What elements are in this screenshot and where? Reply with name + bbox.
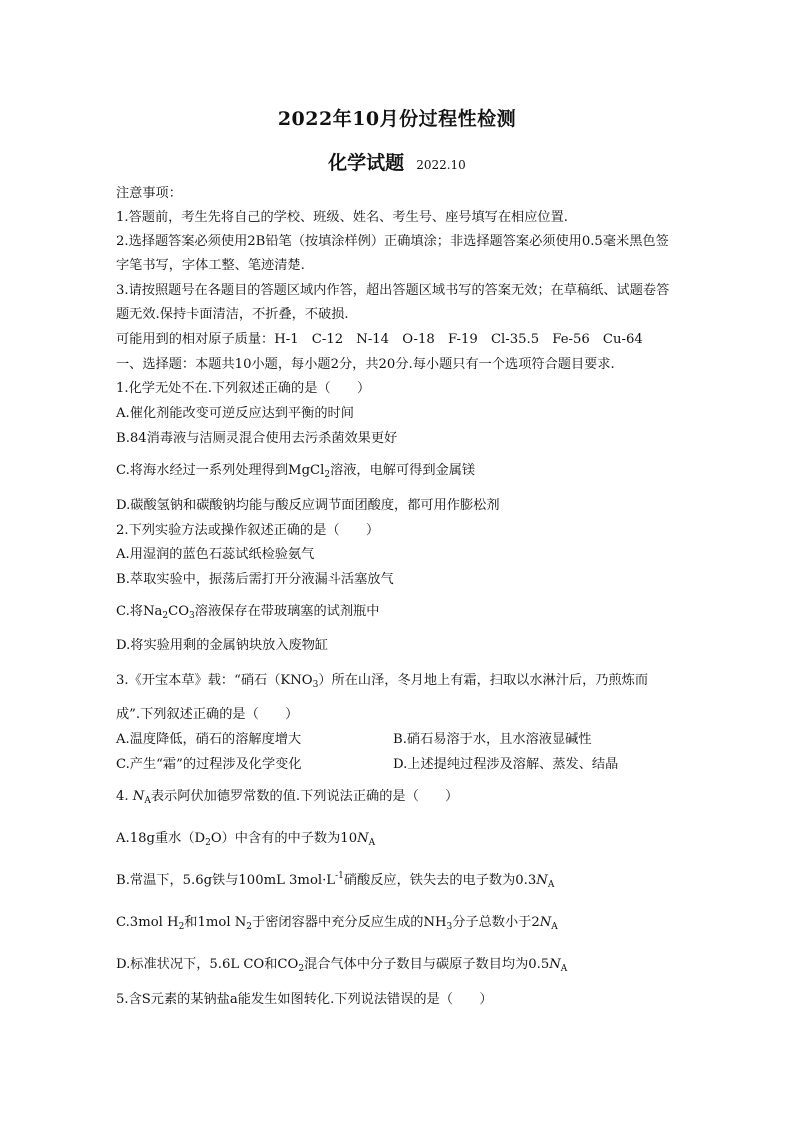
question-2-stem: 2.下列实验方法或操作叙述正确的是（ ） [116,523,380,538]
question-4-stem: 4. $N_A$表示阿伏加德罗常数的值.下列说法正确的是（ ） [116,789,459,806]
question-3-option-a: A.温度降低，硝石的溶解度增大 [116,732,302,747]
section-heading: 一、选择题：本题共10小题，每小题2分，共20分.每小题只有一个选项符合题目要求. [116,357,615,372]
question-1-option-d: D.碳酸氢钠和碳酸钠均能与酸反应调节面团酸度，都可用作膨松剂 [116,498,500,513]
note-2-line-2: 字笔书写，字体工整、笔迹清楚. [116,258,305,273]
exam-date: 2022.10 [416,158,466,172]
question-3-option-b: B.硝石易溶于水，且水溶液显碱性 [393,732,592,747]
atomic-masses: 可能用到的相对原子质量：H-1 C-12 N-14 O-18 F-19 Cl-35.5 Fe-56 Cu-64 [116,332,643,347]
subtitle [0,148,794,175]
question-1-option-a: A.催化剂能改变可逆反应达到平衡的时间 [116,406,354,421]
question-4-option-c: C.3mol $H_2$和1mol $N_2$于密闭容器中充分反应生成的$NH_3$分子总数小于$2N_A$ [116,915,558,932]
question-2-option-b: B.萃取实验中，振荡后需打开分液漏斗活塞放气 [116,572,394,587]
question-3-option-d: D.上述提纯过程涉及溶解、蒸发、结晶 [393,757,619,772]
question-2-option-a: A.用湿润的蓝色石蕊试纸检验氨气 [116,547,315,562]
question-3-option-c: C.产生“霜”的过程涉及化学变化 [116,757,302,772]
page-title: 2022年10月份过程性检测 [277,108,517,130]
question-5-stem: 5.含S元素的某钠盐a能发生如图转化.下列说法错误的是（ ） [116,992,493,1007]
question-2-option-c: C.将$Na_2CO_3$溶液保存在带玻璃塞的试剂瓶中 [116,604,380,621]
question-4-option-d: D.标准状况下，5.6L CO和$CO_2$混合气体中分子数目与碳原子数目均为$0.5N_A$ [116,957,568,974]
note-3-line-1: 3.请按照题号在各题目的答题区域内作答，超出答题区域书写的答案无效；在草稿纸、试题卷答 [116,283,670,298]
notes-heading: 注意事项： [116,186,182,201]
question-1-stem: 1.化学无处不在.下列叙述正确的是（ ） [116,381,371,396]
question-1-option-c: C.将海水经过一系列处理得到MgCl$_2$溶液，电解可得到金属镁 [116,463,476,480]
question-3-stem-line-2: 成”.下列叙述正确的是（ ） [116,707,299,722]
note-1: 1.答题前，考生先将自己的学校、班级、姓名、考生号、座号填写在相应位置. [116,210,568,225]
note-2-line-1: 2.选择题答案必须使用2B铅笔（按填涂样例）正确填涂；非选择题答案必须使用0.5毫米黑色签 [116,234,669,249]
question-2-option-d: D.将实验用剩的金属钠块放入废物缸 [116,638,329,653]
question-4-option-b: B.常温下，5.6g铁与100mL $3mol\cdot L^{-1}$硝酸反应，铁失去的电子数为$0.3N_A$ [116,871,555,890]
question-3-stem-line-1: 3.《开宝本草》载：“硝石$(KNO_3)$所在山泽，冬月地上有霜，扫取以水淋汁后，乃煎炼而 [116,673,649,690]
question-1-option-b: B.84消毒液与洁厕灵混合使用去污杀菌效果更好 [116,431,398,446]
note-3-line-2: 题无效.保持卡面清洁，不折叠，不破损. [116,307,349,322]
question-4-option-a: A.18g重水$(D_2O)$中含有的中子数为$10N_A$ [116,831,376,848]
subject-title: 化学试题 [328,152,405,174]
